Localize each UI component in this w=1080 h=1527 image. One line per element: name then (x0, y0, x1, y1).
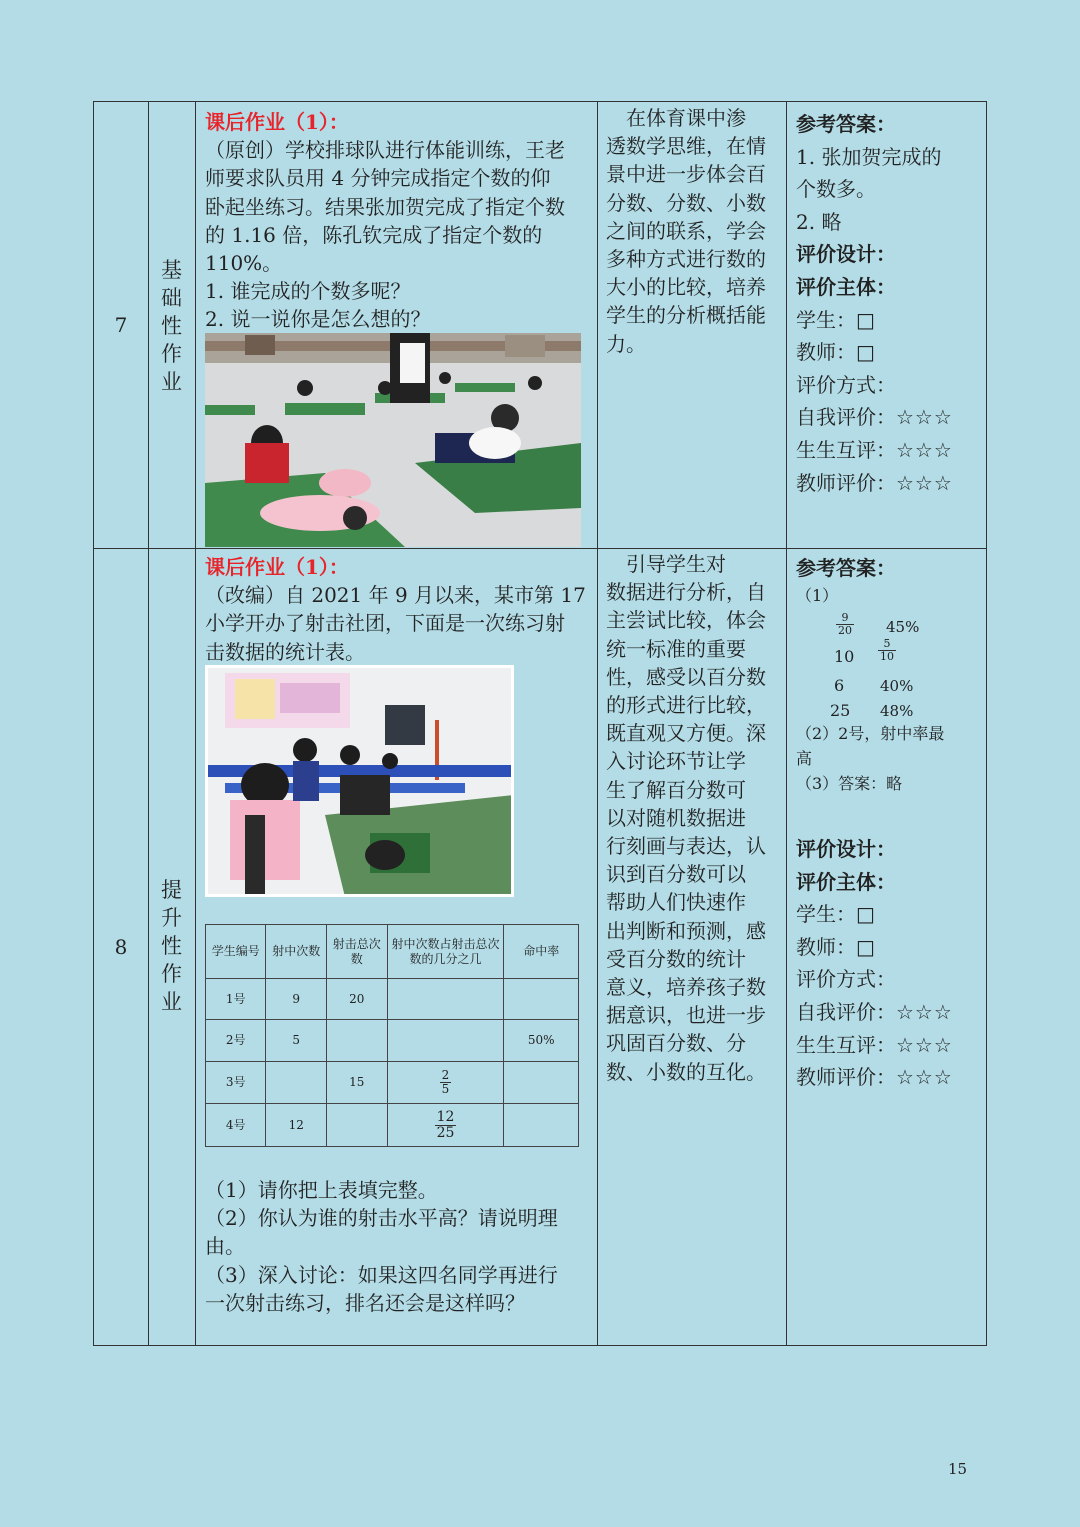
intent-line: 行刻画与表达，认 (606, 834, 766, 859)
eval-self-label: 自我评价： (796, 999, 896, 1024)
row-category (148, 256, 195, 396)
cell-total: 15 (327, 1062, 388, 1104)
homework-line: 击数据的统计表。 (205, 639, 365, 664)
eval-peer-label: 生生互评： (796, 1032, 896, 1057)
design-intent-8 (606, 550, 781, 1086)
question-line: （1）请你把上表填完整。 (205, 1178, 438, 1202)
answer-1-a-row4: 25 (830, 701, 851, 720)
intent-line: 学生的分析概括能 (606, 303, 766, 328)
question-line: （2）你认为谁的射击水平高？请说明理 (205, 1206, 558, 1231)
eval-peer (796, 434, 982, 467)
eval-self-label: 自我评价： (796, 405, 896, 430)
row-category (148, 876, 195, 1016)
intent-line: 数据进行分析，自 (606, 580, 766, 605)
answer-eval-8 (796, 553, 982, 1094)
eval-peer (796, 1029, 982, 1062)
answer-title: 参考答案： (796, 112, 896, 136)
homework-table (93, 101, 987, 1346)
intent-line: 多种方式进行数的 (606, 247, 766, 272)
cell-rate (504, 1104, 579, 1147)
cell-hits: 9 (266, 979, 327, 1020)
page-number: 15 (948, 1460, 968, 1478)
eval-peer-label: 生生互评： (796, 437, 896, 462)
homework-line: 卧起坐练习。结果张加贺完成了指定个数 (205, 194, 565, 219)
intent-line: 统一标准的重要 (606, 636, 746, 661)
answer-1-b-row3: 40% (880, 677, 914, 695)
table-row (206, 979, 579, 1020)
answer-1-b-row4: 48% (880, 702, 914, 720)
table-row (206, 1062, 579, 1104)
cell-fraction (387, 979, 504, 1020)
cell-total (327, 1104, 388, 1147)
cell-id: 4号 (206, 1104, 266, 1147)
question-line: 由。 (205, 1234, 245, 1259)
cell-total (327, 1020, 388, 1062)
column-divider (786, 102, 787, 1345)
eval-teacher: 教师：□ (796, 340, 875, 365)
homework-line: 的 1.16 倍，陈孔钦完成了指定个数的 (205, 222, 543, 247)
denominator: 10 (880, 649, 894, 663)
shooting-photo (205, 665, 514, 897)
eval-self (796, 996, 982, 1029)
answer-line: 2. 略 (796, 209, 842, 234)
homework-line: 小学开办了射击社团，下面是一次练习射 (205, 611, 565, 636)
cell-rate: 50% (504, 1020, 579, 1062)
rating-stars: ☆☆☆ (896, 405, 953, 430)
row-divider (94, 548, 986, 549)
header-total: 射击总次数 (327, 925, 388, 979)
eval-design: 评价设计： (796, 242, 896, 267)
intent-line: 生了解百分数可 (606, 777, 746, 802)
answer-line: 1. 张加贺完成的 (796, 144, 942, 169)
intent-line: 入讨论环节让学 (606, 749, 746, 774)
design-intent-7 (606, 104, 781, 358)
situp-photo (205, 333, 581, 547)
answer-line: 个数多。 (796, 177, 876, 202)
cell-fraction (387, 1062, 504, 1104)
cell-fraction (387, 1020, 504, 1062)
intent-line: 的形式进行比较， (606, 693, 766, 718)
eval-method: 评价方式： (796, 372, 896, 397)
eval-teacher-label: 教师评价： (796, 470, 896, 495)
answer-1-b-row2 (878, 635, 896, 663)
intent-line: 巩固百分数、分 (606, 1031, 746, 1056)
homework-line: （改编）自 2021 年 9 月以来，某市第 17 (205, 583, 586, 608)
homework-content-7 (205, 108, 591, 334)
answer-3: （3）答案：略 (796, 774, 903, 793)
table-row (206, 1104, 579, 1147)
header-hits: 射中次数 (266, 925, 327, 979)
cell-hits: 5 (266, 1020, 327, 1062)
header-rate: 命中率 (504, 925, 579, 979)
homework-line: 110%。 (205, 251, 283, 276)
intent-line: 性，感受以百分数 (606, 664, 766, 689)
eval-teacher-rating (796, 1061, 982, 1094)
cell-fraction (387, 1104, 504, 1147)
eval-subject: 评价主体： (796, 869, 896, 894)
intent-line: 分数、分数、小数 (606, 190, 766, 215)
homework-content-8 (205, 553, 591, 666)
eval-subject: 评价主体： (796, 274, 896, 299)
rating-stars: ☆☆☆ (896, 1032, 953, 1057)
question-1: 1. 谁完成的个数多呢？ (205, 279, 411, 304)
rating-stars: ☆☆☆ (896, 437, 953, 462)
table-row (206, 1020, 579, 1062)
category-label: 提升性作业 (161, 878, 182, 1014)
cell-id: 2号 (206, 1020, 266, 1062)
intent-line: 出判断和预测，感 (606, 918, 766, 943)
cell-id: 1号 (206, 979, 266, 1020)
eval-teacher-rating (796, 467, 982, 500)
fraction (435, 1110, 457, 1140)
homework-title: 课后作业（1）： (205, 110, 349, 134)
numerator: 5 (878, 638, 896, 651)
eval-teacher: 教师：□ (796, 934, 875, 959)
denominator: 20 (838, 623, 852, 637)
homework-line: （原创）学校排球队进行体能训练，王老 (205, 138, 565, 163)
eval-student: 学生：□ (796, 307, 875, 332)
denominator: 5 (441, 1082, 450, 1096)
answer-title: 参考答案： (796, 556, 896, 580)
intent-line: 在体育课中渗 (606, 106, 746, 130)
cell-hits: 12 (266, 1104, 327, 1147)
column-divider (597, 102, 598, 1345)
numerator: 12 (436, 1108, 455, 1125)
question-line: （3）深入讨论：如果这四名同学再进行 (205, 1262, 558, 1287)
homework-title: 课后作业（1）： (205, 555, 349, 579)
answer-1-label: （1） (796, 586, 839, 605)
row-number: 7 (114, 313, 128, 337)
header-fraction: 射中次数占射击总次数的几分之几 (387, 925, 504, 979)
numerator: 2 (441, 1068, 450, 1083)
answer-2-line: 高 (796, 749, 813, 768)
eval-design: 评价设计： (796, 837, 896, 861)
question-line: 一次射击练习，排名还会是这样吗？ (205, 1290, 525, 1315)
intent-line: 受百分数的统计 (606, 946, 746, 971)
cell-total: 20 (327, 979, 388, 1020)
situp-photo-image (205, 333, 581, 547)
header-student-id: 学生编号 (206, 925, 266, 979)
homework-line: 师要求队员用 4 分钟完成指定个数的仰 (205, 166, 551, 191)
cell-hits (266, 1062, 327, 1104)
intent-line: 识到百分数可以 (606, 862, 746, 887)
intent-line: 既直观又方便。深 (606, 721, 766, 746)
answer-2-line: （2）2号，射中率最 (796, 724, 945, 743)
intent-line: 力。 (606, 331, 646, 356)
intent-line: 主尝试比较，体会 (606, 608, 766, 633)
rating-stars: ☆☆☆ (896, 999, 953, 1024)
shooting-photo-image (205, 665, 514, 897)
intent-line: 透数学思维，在情 (606, 134, 766, 159)
shooting-data-table (205, 924, 579, 1147)
answer-1-values (796, 609, 982, 721)
eval-student: 学生：□ (796, 902, 875, 927)
eval-teacher-label: 教师评价： (796, 1065, 896, 1090)
denominator: 25 (436, 1124, 455, 1141)
question-2: 2. 说一说你是怎么想的？ (205, 307, 431, 332)
rating-stars: ☆☆☆ (896, 470, 953, 495)
category-label: 基础性作业 (161, 258, 182, 394)
homework-questions-8 (205, 1176, 591, 1317)
fraction (878, 638, 896, 662)
numerator: 9 (836, 612, 854, 625)
cell-rate (504, 979, 579, 1020)
eval-block (796, 833, 982, 1094)
answer-eval-7 (796, 108, 982, 499)
cell-rate (504, 1062, 579, 1104)
intent-line: 帮助人们快速作 (606, 890, 746, 915)
intent-line: 意义，培养孩子数 (606, 975, 766, 1000)
answer-1-a-row1 (836, 609, 854, 637)
answer-1-a-row3: 6 (834, 676, 845, 695)
answer-1-b-row1: 45% (886, 618, 920, 636)
column-divider (195, 102, 196, 1345)
answer-1-a-row2: 10 (834, 647, 855, 666)
intent-line: 数、小数的互化。 (606, 1059, 766, 1084)
intent-line: 以对随机数据进 (606, 805, 746, 830)
eval-method: 评价方式： (796, 967, 896, 992)
intent-line: 大小的比较，培养 (606, 275, 766, 300)
cell-id: 3号 (206, 1062, 266, 1104)
intent-line: 之间的联系，学会 (606, 218, 766, 243)
eval-self (796, 401, 982, 434)
fraction (836, 612, 854, 636)
intent-line: 景中进一步体会百 (606, 162, 766, 187)
row-number: 8 (114, 935, 128, 959)
rating-stars: ☆☆☆ (896, 1065, 953, 1090)
intent-line: 据意识，也进一步 (606, 1003, 766, 1028)
intent-line: 引导学生对 (606, 552, 726, 576)
fraction (440, 1069, 452, 1095)
